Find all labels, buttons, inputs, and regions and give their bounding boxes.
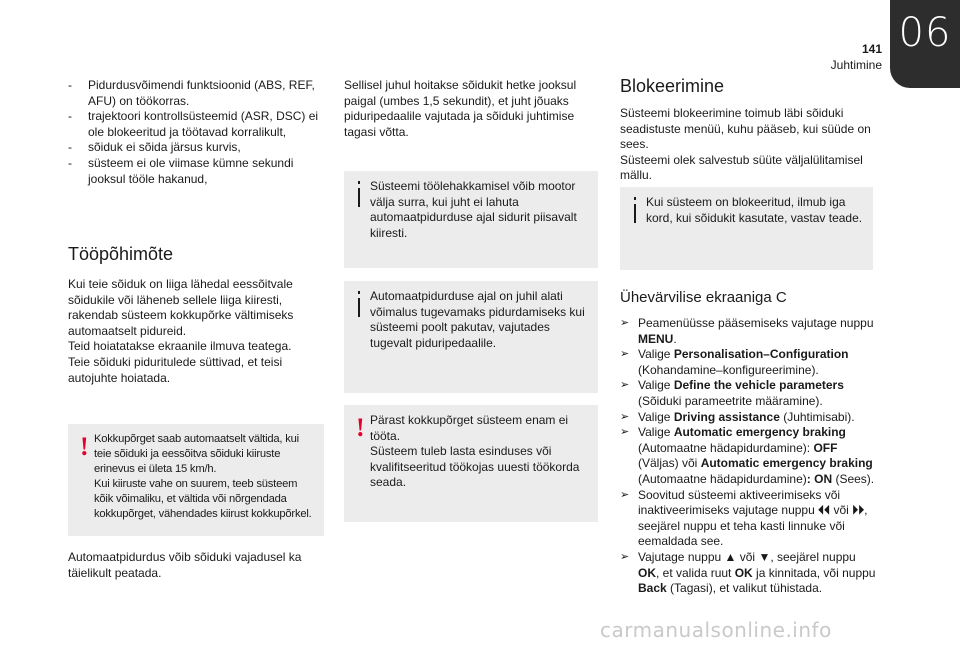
- info-box-blocked-message: Kui süsteem on blokeeritud, ilmub iga kord, kui sõidukit kasutate, vastav teade.: [620, 187, 873, 270]
- list-item: ➢ Valige Personalisation–Configuration (Kohandamine–konfigureerimine).: [620, 347, 849, 377]
- section-heading-principle: Tööpõhimõte: [68, 244, 174, 264]
- arrow-bullet-icon: ➢: [620, 550, 630, 563]
- list-item: ➢ Valige Define the vehicle parameters (Sõiduki parameetrite määramine).: [620, 378, 844, 408]
- list-item: ➢ Soovitud süsteemi aktiveerimiseks või inaktiveerimiseks vajutage nuppu ⏴⏴ või ⏵⏵, seejärel nuppu et teha kasti linnuke või eemaldada see.: [620, 487, 868, 549]
- down-arrow-icon: ▼: [758, 549, 771, 564]
- section-title: Juhtimine: [830, 58, 882, 72]
- arrow-bullet-icon: ➢: [620, 348, 630, 361]
- info-box-driver-override: Automaatpidurduse ajal on juhil alati võimalus tugevamaks pidurdamiseks kui süsteemi poolt pakutav, vajutades tugevalt piduripedaalile.: [344, 281, 598, 393]
- double-right-icon: ⏵⏵: [852, 503, 865, 518]
- list-item: ➢ Peamenüüsse pääsemiseks vajutage nuppu MENU.: [620, 316, 874, 346]
- warning-icon: !: [356, 413, 365, 442]
- arrow-bullet-icon: ➢: [620, 379, 630, 392]
- warning-box-after-collision: ! Pärast kokkupõrget süsteem enam ei tööta. Süsteem tuleb lasta esinduses või kvalifitseeritud töökojas uuesti töökorda seada.: [344, 405, 598, 522]
- watermark: carmanualsonline.info: [600, 618, 832, 642]
- list-item: ➢ Valige Driving assistance (Juhtimisabi).: [620, 409, 855, 424]
- warning-icon: !: [80, 432, 89, 461]
- arrow-bullet-icon: ➢: [620, 488, 630, 501]
- info-icon: [354, 181, 364, 207]
- double-left-icon: ⏴⏴: [818, 503, 831, 518]
- principle-body: Kui teie sõiduk on liiga lähedal eessõitvale sõidukile või läheneb sellele liiga kiiresti, rakendab süsteem kokkupõrke vältimiseks automaatselt pidureid. Teid hoiatatakse ekraanile ilmuva teatega. Teie sõiduki piduritulede süttivad, et teisi autojuhte hoiatada.: [68, 277, 294, 385]
- conditions-list: [68, 78, 324, 187]
- list-item: - sõiduk ei sõida järsus kurvis,: [68, 140, 241, 155]
- page-number: 141: [861, 42, 882, 56]
- chapter-number: 06: [898, 10, 952, 56]
- arrow-bullet-icon: ➢: [620, 317, 630, 329]
- full-stop-note: Automaatpidurdus võib sõiduki vajadusel ka täielikult peatada.: [68, 550, 302, 580]
- info-icon: [354, 291, 364, 317]
- section-heading-blocking: Blokeerimine: [620, 76, 725, 96]
- list-item: - trajektoori kontrollsüsteemid (ASR, DSC) ei ole blokeeritud ja töötavad korralikult,: [68, 109, 319, 139]
- list-item: ➢ Valige Automatic emergency braking (Automaatne hädapidurdamine): OFF (Väljas) või Automatic emergency braking (Automaatne hädapidurdamine): ON (Sees).: [620, 425, 875, 486]
- steps-list: [620, 316, 880, 597]
- hold-intro: Sellisel juhul hoitakse sõidukit hetke jooksul paigal (umbes 1,5 sekundit), et juht jõuaks piduripedaalile vajutada ja sõiduki juhtimise tagasi võtta.: [344, 78, 577, 139]
- arrow-bullet-icon: ➢: [620, 426, 630, 439]
- arrow-bullet-icon: ➢: [620, 410, 630, 423]
- up-arrow-icon: ▲: [724, 549, 737, 564]
- info-icon: [630, 197, 640, 223]
- subheading-monochrome-screen: Ühevärvilise ekraaniga C: [620, 289, 787, 306]
- list-item: ➢ Vajutage nuppu ▲ või ▼, seejärel nuppu OK, et valida ruut OK ja kinnitada, või nuppu Back (Tagasi), et valikut tühistada.: [620, 549, 876, 596]
- info-box-stall: Süsteemi töölehakkamisel võib mootor välja surra, kui juht ei lahuta automaatpidurduse ajal sidurit piisavalt kiiresti.: [344, 171, 598, 268]
- blocking-body: Süsteemi blokeerimine toimub läbi sõiduki seadistuste menüü, kuhu pääseb, kui süüde on sees. Süsteemi olek salvestub süüte väljalülitamisel mällu.: [620, 106, 871, 183]
- list-item: - süsteem ei ole viimase kümne sekundi jooksul tööle hakanud,: [68, 155, 294, 186]
- list-item: - Pidurdusvõimendi funktsioonid (ABS, REF, AFU) on töökorras.: [68, 78, 315, 108]
- chapter-tab: [890, 0, 960, 88]
- warning-box-speed: ! Kokkupõrget saab automaatselt vältida, kui teie sõiduki ja eessõitva sõiduki kiiruste erinevus ei ületa 15 km/h. Kui kiiruste vahe on suurem, teeb süsteem kõik võimaliku, et vältida või nõrgendada kokkupõrget, vähendades kiirust kokkupõrkel.: [68, 424, 324, 536]
